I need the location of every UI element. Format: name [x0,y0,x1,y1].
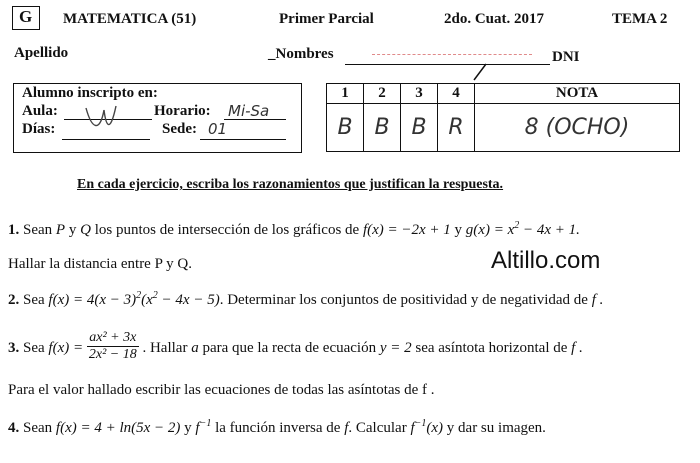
exercise-4-number: 4. [8,420,20,436]
instruction: En cada ejercicio, escriba los razonamientos que justifican la respuesta. [77,177,504,192]
grade-header-4: 4 [438,84,475,104]
exercise-3-fraction [87,330,139,363]
watermark: Altillo.com [491,247,601,274]
exercise-4-text-4: y dar su imagen. [446,420,546,436]
exercise-3-text-3: para que la recta de ecuación [202,340,377,356]
dias-label: Días: [22,121,56,137]
sede-underline [200,139,286,140]
exercise-4-f: f [344,420,349,436]
grade-header-3: 3 [401,84,438,104]
exercise-3-f: f . [571,340,583,356]
grade-value-3: B [401,104,438,152]
enrollment-title: Alumno inscripto en: [22,85,158,101]
apellido-label: Apellido [14,45,69,61]
exercise-3-text-4: sea asíntota horizontal de [415,340,568,356]
exercise-1-y-2: y [454,222,463,238]
exam-name: Primer Parcial [279,11,374,27]
term: 2do. Cuat. 2017 [444,11,545,27]
grade-value-4: R [438,104,475,152]
exercise-1-y: y [68,222,77,238]
exercise-3-line-2: Para el valor hallado escribir las ecuaciones de todas las asíntotas de f . [8,382,435,398]
exercise-1 [8,220,580,239]
exercise-2 [8,290,603,309]
var-q: Q [80,222,91,238]
var-p: P [55,222,66,238]
aula-label: Aula: [22,103,58,119]
exercise-1-line-2: Hallar la distancia entre P y Q. [8,256,192,272]
exercise-3-lhs: f(x) = [48,340,84,356]
grade-header-2: 2 [364,84,401,104]
grade-header-1: 1 [327,84,364,104]
exercise-3-text-2: . Hallar [142,340,188,356]
exercise-2-text-2: . Determinar los conjuntos de positividad y de negatividad de [219,292,588,308]
fraction-numerator: ax² + 3x [87,330,139,347]
pen-stroke [470,62,490,82]
exercise-2-f: f . [591,292,604,308]
handwritten-scribble [82,100,122,140]
exercise-4-y: y [184,420,192,436]
grade-value-1: B [327,104,364,152]
nombres-underline [345,64,550,65]
exercise-4-finv-x: $f^{-1}(x)$ [410,418,444,436]
theme: TEMA 2 [612,11,668,27]
function-f: f(x) = −2x + 1 [362,222,451,238]
grade-value-2: B [364,104,401,152]
grades-table [326,83,680,152]
sede-value: 01 [208,120,228,138]
exercise-2-number: 2. [8,292,20,308]
exercise-4-formula: f(x) = 4 + ln(5x − 2) [55,420,181,436]
grade-value-nota: 8 (OCHO) [475,104,680,152]
exercise-3-number: 3. [8,340,20,356]
horario-label: Horario: [154,103,211,119]
exercise-1-text: Sean [23,222,53,238]
exercise-4 [8,418,546,437]
version-letter: G [19,7,33,26]
exercise-2-formula: $f(x) = 4(x - 3)^2(x^2 - 4x - 5)$ [48,290,220,308]
nombres-label: _Nombres [268,46,334,62]
exercise-4-text: Sean [23,420,53,436]
exercise-4-finv: $f^{-1}$ [195,418,212,436]
exercise-2-text: Sea [23,292,45,308]
course-title: MATEMATICA (51) [63,11,197,27]
dni-label: DNI [552,49,580,65]
exercise-3-eq: y = 2 [379,340,412,356]
horario-underline [224,119,286,120]
horario-value: Mi-Sa [228,102,270,120]
exercise-1-text-2: los puntos de intersección de los gráficos de [94,222,360,238]
function-g: $g(x) = x^2 - 4x + 1$. [465,220,580,238]
exercise-4-text-3: . Calcular [348,420,407,436]
exercise-1-number: 1. [8,222,20,238]
var-a: a [191,340,199,356]
sede-label: Sede: [162,121,197,137]
exercise-3 [8,330,583,370]
grade-header-nota: NOTA [475,84,680,104]
fraction-denominator: 2x² − 18 [88,347,137,362]
exercise-3-text: Sea [23,340,45,356]
redaction-stroke [372,54,532,55]
exercise-4-text-2: la función inversa de [215,420,341,436]
